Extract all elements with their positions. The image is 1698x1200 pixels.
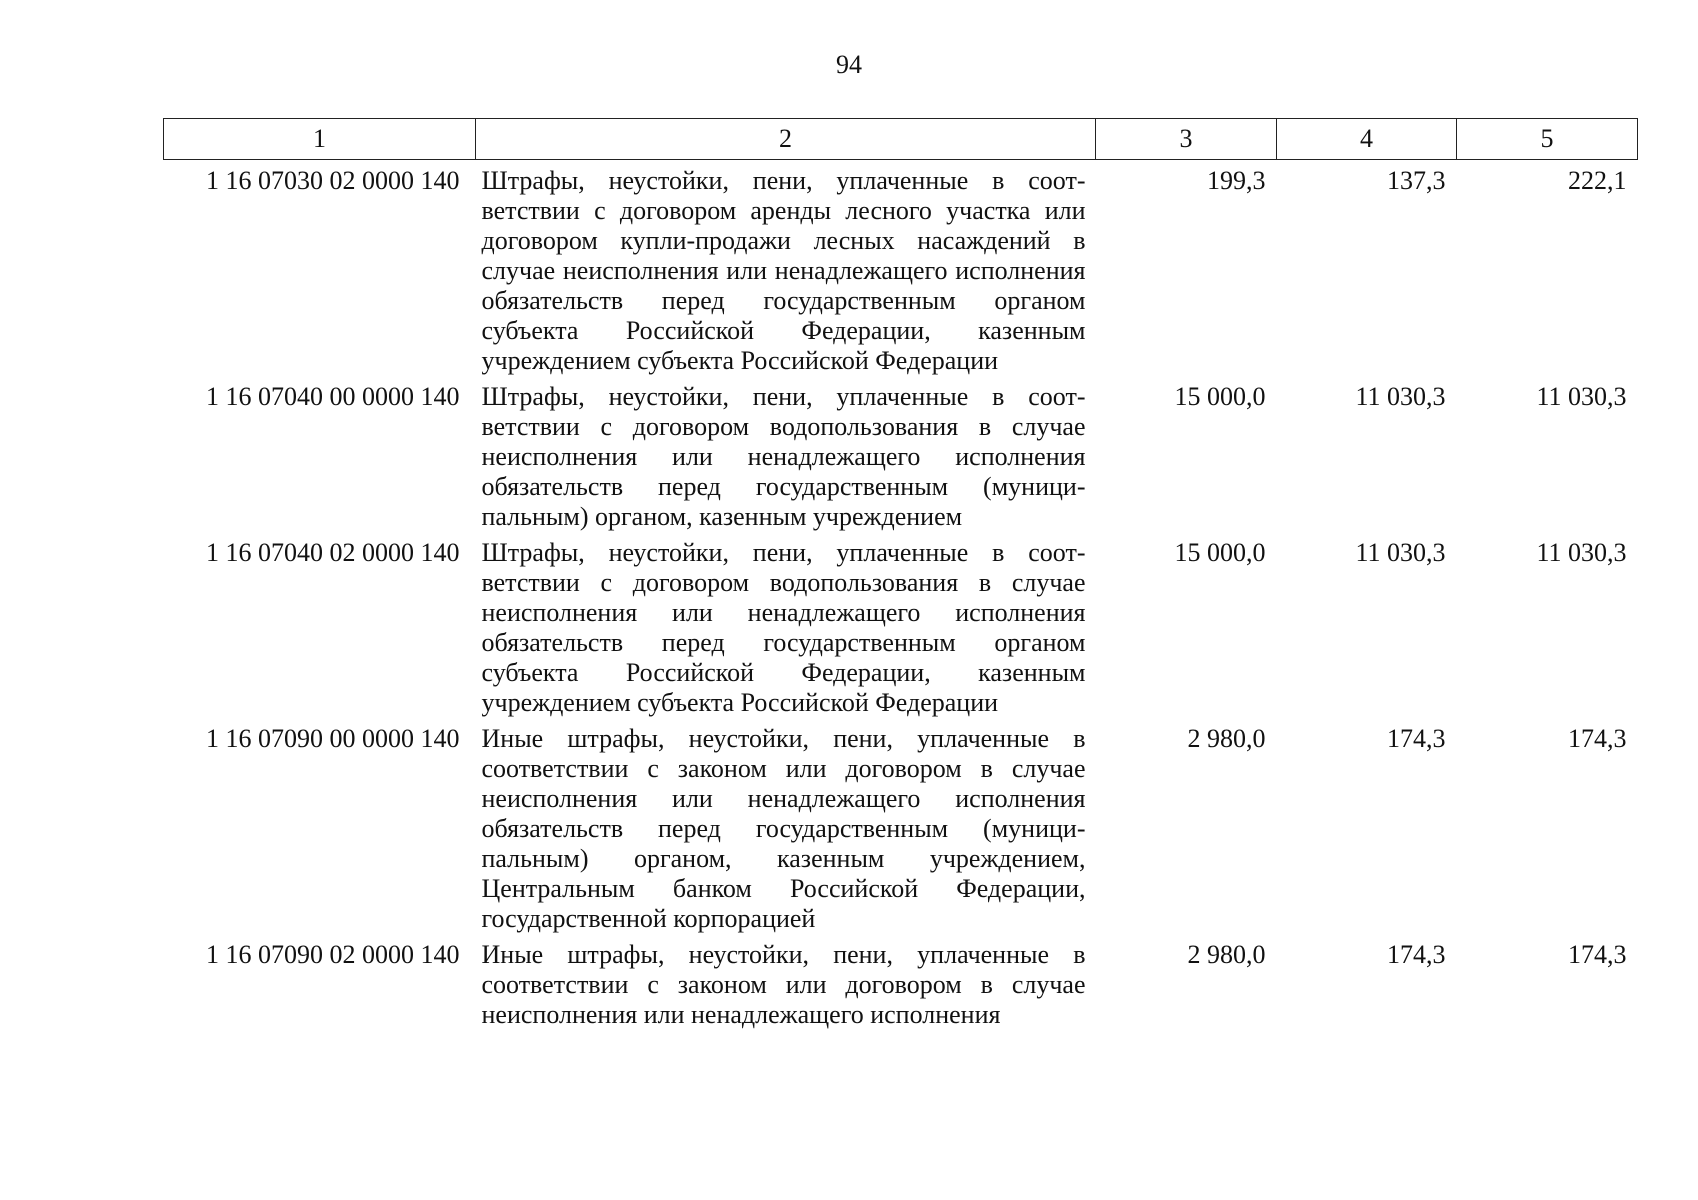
row-description: Иные штрафы, неустойки, пени, уплаченные в соответствии с законом или договором в случае неисполнения или ненадлежащего исполнения обязательств перед государственным (муниципальным) органом, казенным учреждением, Центральным банком Российской Федерации, государственной корпорацией — [481, 724, 1086, 933]
row-value-col3: 2 980,0 — [1187, 940, 1266, 969]
row-value-col3: 2 980,0 — [1187, 724, 1266, 753]
row-value-col4: 174,3 — [1387, 940, 1446, 969]
header-col-4: 4 — [1277, 119, 1457, 160]
row-value-col4: 11 030,3 — [1355, 538, 1446, 567]
row-description: Иные штрафы, неустойки, пени, уплаченные в соответствии с законом или договором в случае неисполнения или ненадлежащего исполнения — [481, 940, 1086, 1029]
page-number: 94 — [836, 50, 862, 79]
table-row — [164, 160, 1638, 377]
row-description: Штрафы, неустойки, пени, уплаченные в соответствии с договором водопользования в случае неисполнения или ненадлежащего исполнения обязательств перед государственным (муниципальным) органом, казенным учреждением — [481, 382, 1086, 531]
row-value-col4: 11 030,3 — [1355, 382, 1446, 411]
header-col-5: 5 — [1457, 119, 1638, 160]
budget-table — [163, 118, 1638, 1030]
row-value-col5: 174,3 — [1568, 940, 1627, 969]
row-code: 1 16 07090 02 0000 140 — [206, 940, 460, 969]
header-col-2: 2 — [476, 119, 1096, 160]
row-value-col5: 222,1 — [1568, 166, 1627, 195]
row-code: 1 16 07040 00 0000 140 — [206, 382, 460, 411]
row-value-col3: 15 000,0 — [1174, 382, 1266, 411]
row-value-col4: 137,3 — [1387, 166, 1446, 195]
row-value-col5: 11 030,3 — [1536, 538, 1627, 567]
table-row — [164, 532, 1638, 718]
row-value-col3: 15 000,0 — [1174, 538, 1266, 567]
row-value-col3: 199,3 — [1207, 166, 1266, 195]
table-header — [164, 119, 1638, 160]
row-value-col4: 174,3 — [1387, 724, 1446, 753]
table-row — [164, 934, 1638, 1030]
row-code: 1 16 07040 02 0000 140 — [206, 538, 460, 567]
row-code: 1 16 07030 02 0000 140 — [206, 166, 460, 195]
header-row — [164, 119, 1638, 160]
table-row — [164, 718, 1638, 934]
table-row — [164, 376, 1638, 532]
header-col-3: 3 — [1096, 119, 1277, 160]
row-description: Штрафы, неустойки, пени, уплаченные в соответствии с договором аренды лесного участка или договором купли-продажи лесных насаждений в случае неисполнения или ненадлежащего исполнения обязательств перед государственным органом субъекта Российской Федерации, казенным учреждением субъекта Российской Федерации — [481, 166, 1086, 375]
row-description: Штрафы, неустойки, пени, уплаченные в соответствии с договором водопользования в случае неисполнения или ненадлежащего исполнения обязательств перед государственным органом субъекта Российской Федерации, казенным учреждением субъекта Российской Федерации — [481, 538, 1086, 717]
row-value-col5: 174,3 — [1568, 724, 1627, 753]
table-body — [164, 160, 1638, 1031]
header-col-1: 1 — [164, 119, 476, 160]
row-value-col5: 11 030,3 — [1536, 382, 1627, 411]
row-code: 1 16 07090 00 0000 140 — [206, 724, 460, 753]
